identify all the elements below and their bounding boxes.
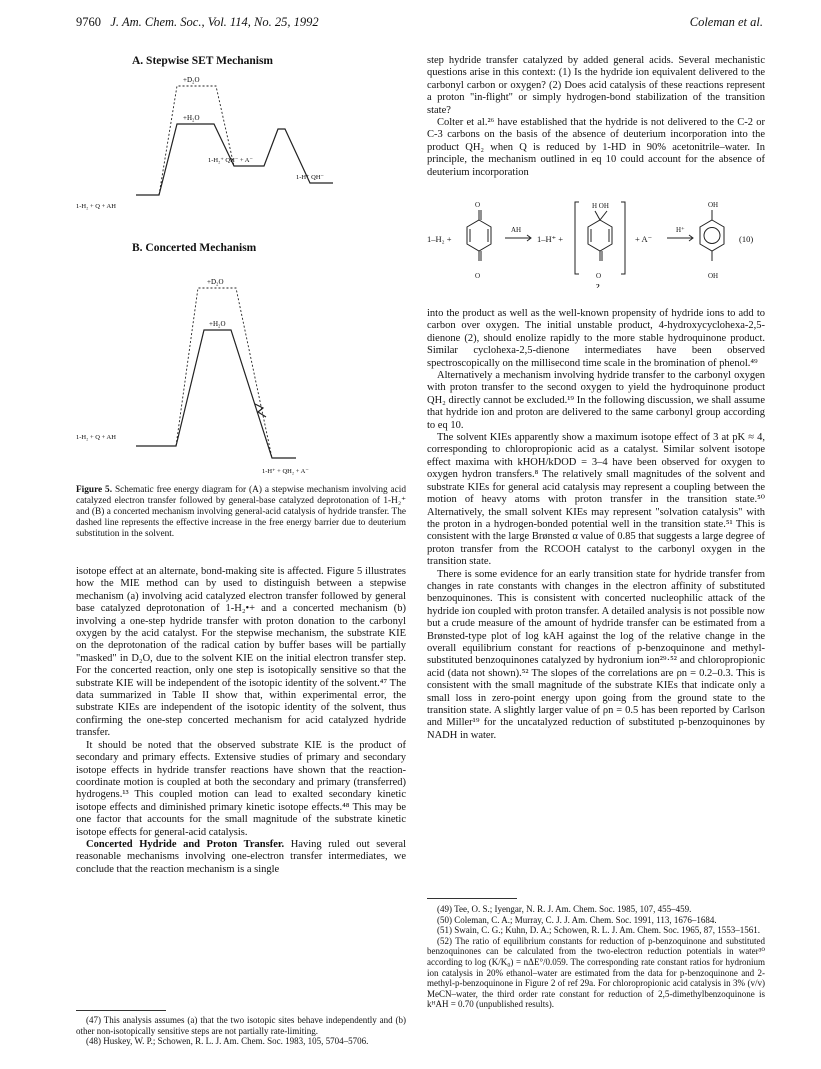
int-h-oh: H OH bbox=[592, 202, 609, 210]
equation-10 bbox=[427, 198, 767, 288]
label-b-end: 1-H⁺ + QH₂ + A⁻ bbox=[262, 468, 309, 475]
caption-text: Schematic free energy diagram for (A) a stepwise mechanism involving acid catalyzed electron transfer followed by general-base catalyzed deprotonation of 1-H₂⁺ and (B) a concerted mechanism involving general-acid catalysis of hydride transfer. The dashed line represents the effective increase in the free energy barrier due to deuterium substitution in the solvent. bbox=[76, 485, 407, 539]
hq-oh-bottom: OH bbox=[708, 272, 719, 280]
right-paragraph-2: Colter et al.²⁶ have established that the hydride is not delivered to the C-2 or C-3 carbons on the basis of the absence of deuterium incorporation into the product QH₂ when Q is reduced by 1-HD in 90% acetonitrile–water. In principle, the mechanism outlined in eq 10 could account for the absence of deuterium incorporation bbox=[427, 117, 765, 178]
label-a-start: 1-H₂ + Q + AH bbox=[76, 203, 116, 210]
eq-plus-a: + A⁻ bbox=[635, 234, 653, 244]
left-paragraph-3 bbox=[76, 839, 406, 876]
page-number: 9760 bbox=[76, 15, 101, 29]
footnote-47: (47) This analysis assumes (a) that the two isotopic sites behave independently and (b) other non-isotopically sensitive steps are not partially rate-limiting. bbox=[76, 1015, 406, 1036]
footnote-rule-left bbox=[76, 1010, 166, 1011]
footnote-49: (49) Tee, O. S.; Iyengar, N. R. J. Am. Chem. Soc. 1985, 107, 455–459. bbox=[437, 904, 692, 914]
right-paragraph-4: Alternatively a mechanism involving hydride transfer to the carbonyl oxygen with proton transfer to the second oxygen to yield the hydroquinone product QH₂ directly cannot be excluded.¹⁹ In the following discussion, we shall assume that hydride ion and proton are delivered to the same carbonyl group according to eq 10. bbox=[427, 370, 765, 431]
running-header bbox=[76, 15, 319, 30]
right-column-top bbox=[427, 55, 765, 179]
section-heading: Concerted Hydride and Proton Transfer. bbox=[86, 838, 285, 850]
eq-product-1h: 1–H⁺ + bbox=[537, 234, 564, 244]
eq-number: (10) bbox=[739, 234, 754, 244]
left-paragraph-3-text: Having ruled out several reasonable mechanisms involving one-electron transfer intermediates, we conclude that the reaction mechanism is a single bbox=[76, 838, 406, 875]
label-a-mid: 1-H₂⁺ QH⁻ + A⁻ bbox=[208, 157, 253, 164]
footnote-50: (50) Coleman, C. A.; Murray, C. J. J. Am. Chem. Soc. 1991, 113, 1676–1684. bbox=[437, 914, 717, 925]
bracket-right bbox=[621, 202, 625, 274]
footnote-52: (52) The ratio of equilibrium constants for reduction of p-benzoquinone and substituted benzoquinones can be calculated from the two-electron reduction potentials in water³⁰ according to log (K/K₀) = nΔE°/0.059. The corresponding rate constant ratios for hydronium ion catalysis in 20% ethanol–water are estimated from the data for p-benzoquinone and 2-methyl-p-benzoquinone in Figure 2 of ref 29a. For chloropropionic acid catalysis in 3% (v/v) MeCN–water, the third order rate constant for reduction of 2,5-dimethylbenzoquinone is kᴴAH = 0.70 (unpublished results). bbox=[427, 935, 765, 1010]
bracket-left bbox=[575, 202, 579, 274]
figure-5a-diagram bbox=[76, 68, 376, 213]
path-b-dashed bbox=[176, 288, 272, 458]
right-paragraph-3: into the product as well as the well-known propensity of hydride ions to add to carbon over oxygen. The initial unstable product, 4-hydroxycyclohexa-2,5-dienone (2), should enolize rapidly to the more stable hydroquinone product. Similar cyclohexa-2,5-dienone intermediates have been observed spectroscopically on the millisecond time scale in the bromination of phenol.⁴⁹ bbox=[427, 308, 765, 369]
eq-hplus: H⁺ bbox=[676, 226, 685, 234]
eq-catalyst-ah: AH bbox=[511, 226, 522, 234]
compound-number: 2 bbox=[596, 282, 600, 288]
left-paragraph-2: It should be noted that the observed substrate KIE is the product of secondary and primary effects. Extensive studies of primary and secondary isotope effects in hydride transfer reactions have shown that the reaction-coordinate motion is coupled at both the secondary and primary (transferred) hydrogens.¹³ This coupled motion can lead to exalted secondary kinetic isotope effects and diminished primary kinetic isotope effects.⁴⁸ This may be one factor that accounts for the small magnitude of the substrate kinetic isotope effects for general-acid catalysis. bbox=[76, 739, 406, 838]
left-paragraph-1: isotope effect at an alternate, bond-making site is affected. Figure 5 illustrates how the MIE method can by used to distinguish between a stepwise mechanism (a) involving acid catalyzed electron transfer followed by general base catalyzed deprotonation of 1-H₂•+ and a concerted mechanism (b) involving a one-step hydride transfer with proton donation to the carbonyl oxygen by the acid catalyst. For the stepwise mechanism, the substrate KIE on the deprotonation of the radical cation by buffer bases will be partially "masked" in D₂O, due to the solvent KIE on the initial electron transfer step. For the concerted reaction, only one step is isotopically sensitive so that the substrate KIE will be independent of the isotopic identity of the solvent.⁴⁷ The data summarized in Table II show that, within experimental error, the substrate KIEs are independent of the isotopic identity of the solvent, thus confirming the one-step concerted mechanism for acid catalyzed hydride transfer. bbox=[76, 566, 406, 739]
caption-label: Figure 5. bbox=[76, 485, 113, 495]
path-b-solid bbox=[136, 330, 296, 458]
right-footnotes bbox=[427, 904, 765, 1010]
panel-a-title: A. Stepwise SET Mechanism bbox=[132, 55, 273, 67]
left-footnotes bbox=[76, 1015, 406, 1047]
label-a-right: 1-H⁺ QH⁻ bbox=[296, 174, 324, 181]
benzoquinone-ring bbox=[467, 220, 491, 251]
right-column-bottom bbox=[427, 308, 765, 742]
path-a-dashed bbox=[159, 86, 234, 195]
int-oxygen-bottom: O bbox=[596, 272, 602, 280]
figure-5b-diagram bbox=[76, 268, 376, 498]
right-paragraph-6: There is some evidence for an early transition state for hydride transfer from changes in rate constants with changes in the electron affinity of substituted benzoquinones. This is consistent with concerted nucleophilic attack of the hydride ion coupled with proton transfer. A detailed analysis is not possible now but a crude measure of the amount of hydride transfer can be estimated from a Brønsted-type plot of log kAH against the log of the relative change in the overall equilibrium constant for reactions of p-benzoquinone and methyl-substituted benzoquinones catalyzed by hydronium ion²⁹·⁵² and chloropropionic acid (data not shown).⁵² The slopes of the correlations are ρn = 0.2–0.3. This is consistent with the small magnitude of the substrate KIEs that indicate only a small loss in zero-point energy upon going from the ground state to the transition state. A slightly larger value of ρn = 0.5 has been reported by Carlson and Miller¹⁹ for the uncatalyzed reduction of substituted p-benzoquinones by NADH in water. bbox=[427, 568, 765, 741]
author-header: Coleman et al. bbox=[689, 15, 763, 29]
label-a-d2o: +D₂O bbox=[183, 76, 200, 84]
right-paragraph-5: The solvent KIEs apparently show a maximum isotope effect of 3 at pK ≈ 4, corresponding to chloropropionic acid as a catalyst. Similar solvent isotope effect maxima with kHOH/kDOD = 3–4 have been observed for oxygen to oxygen hydron transfers.⁸ The relatively small magnitudes of the solvent and substrate KIEs for general acid catalysis may represent a coupling between the motion of heavy atoms with proton transfer in the transition state.⁵⁰ Alternatively, the small solvent KIEs may represent "solvation catalysis" with the proton in a hydrogen-bonded potential well in the transition state.⁵¹ This is consistent with the large Brønsted α value of 0.85 that suggests a large degree of proton transfer from the RCOOH catalyst to the carbonyl oxygen in the transition state. bbox=[427, 432, 765, 568]
right-paragraph-1: step hydride transfer catalyzed by added general acids. Several mechanistic questions arise in this context: (1) Is the hydride ion equivalent delivered to the carbonyl carbon or oxygen? (2) Does acid catalysis of these reactions represent a proton "in-flight" or simply hydrogen-bond stabilization of the transition state? bbox=[427, 55, 765, 116]
footnote-48: (48) Huskey, W. P.; Schowen, R. L. J. Am. Chem. Soc. 1983, 105, 5704–5706. bbox=[86, 1036, 369, 1047]
journal-citation: J. Am. Chem. Soc., Vol. 114, No. 25, 1992 bbox=[110, 15, 319, 29]
label-b-h2o: +H₂O bbox=[209, 320, 226, 328]
label-a-h2o: +H₂O bbox=[183, 114, 200, 122]
footnote-51: (51) Swain, C. G.; Kuhn, D. A.; Schowen, R. L. J. Am. Chem. Soc. 1965, 87, 1553–1561. bbox=[437, 925, 760, 936]
panel-b-title: B. Concerted Mechanism bbox=[132, 242, 257, 254]
left-column bbox=[76, 566, 406, 876]
figure-caption bbox=[76, 485, 406, 540]
footnote-rule-right bbox=[427, 898, 517, 899]
hq-oh-top: OH bbox=[708, 201, 719, 209]
q-oxygen-top: O bbox=[475, 201, 481, 209]
label-b-start: 1-H₂ + Q + AH bbox=[76, 434, 116, 441]
label-b-d2o: +D₂O bbox=[207, 278, 224, 286]
q-oxygen-bottom: O bbox=[475, 272, 481, 280]
eq-reactant-1h2: 1–H₂ + bbox=[427, 234, 452, 244]
intermediate-ring bbox=[588, 220, 612, 251]
